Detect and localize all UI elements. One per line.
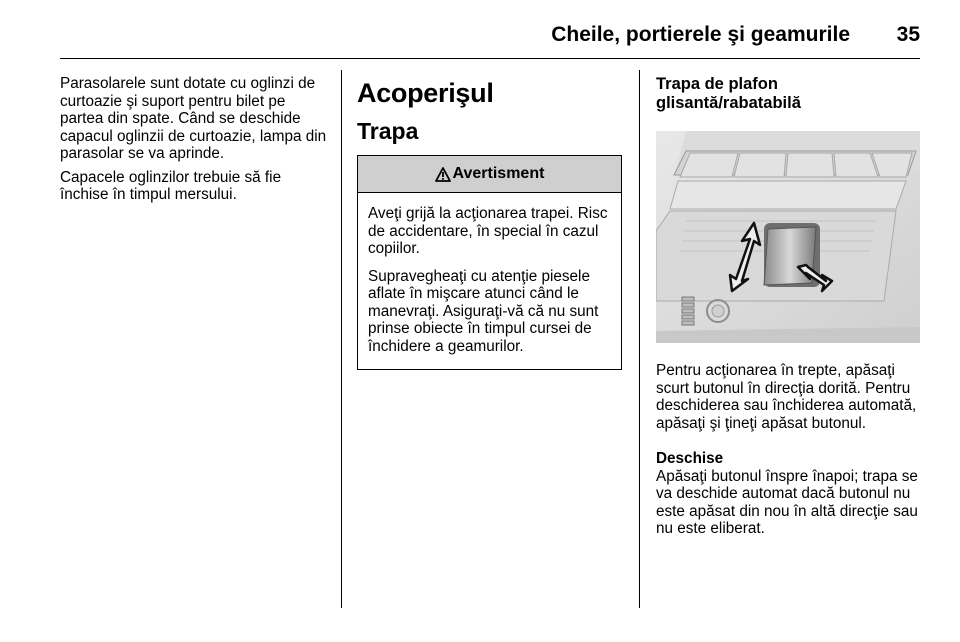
heading-line: Trapa de plafon: [656, 75, 778, 93]
column-left: [60, 75, 328, 210]
column-divider: [639, 70, 640, 608]
warning-title: Avertisment: [452, 165, 545, 182]
column-right: [656, 75, 922, 544]
page-number: 35: [896, 23, 920, 46]
paragraph: Pentru acţionarea în trepte, apăsaţi scurt butonul în direcţia dorită. Pentru deschiderea sau închiderea automată, apăsaţi şi ţineţi apăsat butonul.: [656, 362, 917, 432]
warning-triangle-icon: [435, 167, 451, 182]
subsection-heading: Trapa: [357, 118, 419, 144]
sunroof-switch-illustration: [656, 131, 920, 343]
section-heading: Acoperişul: [357, 78, 494, 108]
warning-header: [358, 156, 621, 193]
page-header: [60, 18, 920, 59]
paragraph: Capacele oglinzilor trebuie să fie închise în timpul mersului.: [60, 168, 282, 203]
warning-box: [357, 155, 622, 370]
warning-paragraph: Supravegheaţi cu atenţie piesele aflate în mişcare atunci când le manevraţi. Asiguraţi-vă că nu sunt prinse obiecte în timpul cursei de închidere a geamurilor.: [368, 267, 599, 355]
warning-body: [358, 193, 621, 369]
column-divider: [341, 70, 342, 608]
subsection-title: Deschise: [656, 450, 724, 467]
paragraph: Apăsaţi butonul înspre înapoi; trapa se va deschide automat dacă butonul nu este apăsat din nou în altă direcţie sau nu este eliberat.: [656, 467, 918, 537]
heading-line: glisantă/rabatabilă: [656, 94, 801, 112]
section-heading: [656, 75, 922, 113]
column-middle: [357, 75, 622, 370]
warning-paragraph: Aveţi grijă la acţionarea trapei. Risc de accidentare, în special în cazul copiilor.: [368, 205, 608, 257]
paragraph: Parasolarele sunt dotate cu oglinzi de curtoazie şi suport pentru bilet pe partea din spate. Când se deschide capacul oglinzii de curtoazie, lampa din parasolar se va aprinde.: [60, 75, 327, 162]
chapter-title: Cheile, portierele şi geamurile: [551, 23, 850, 46]
